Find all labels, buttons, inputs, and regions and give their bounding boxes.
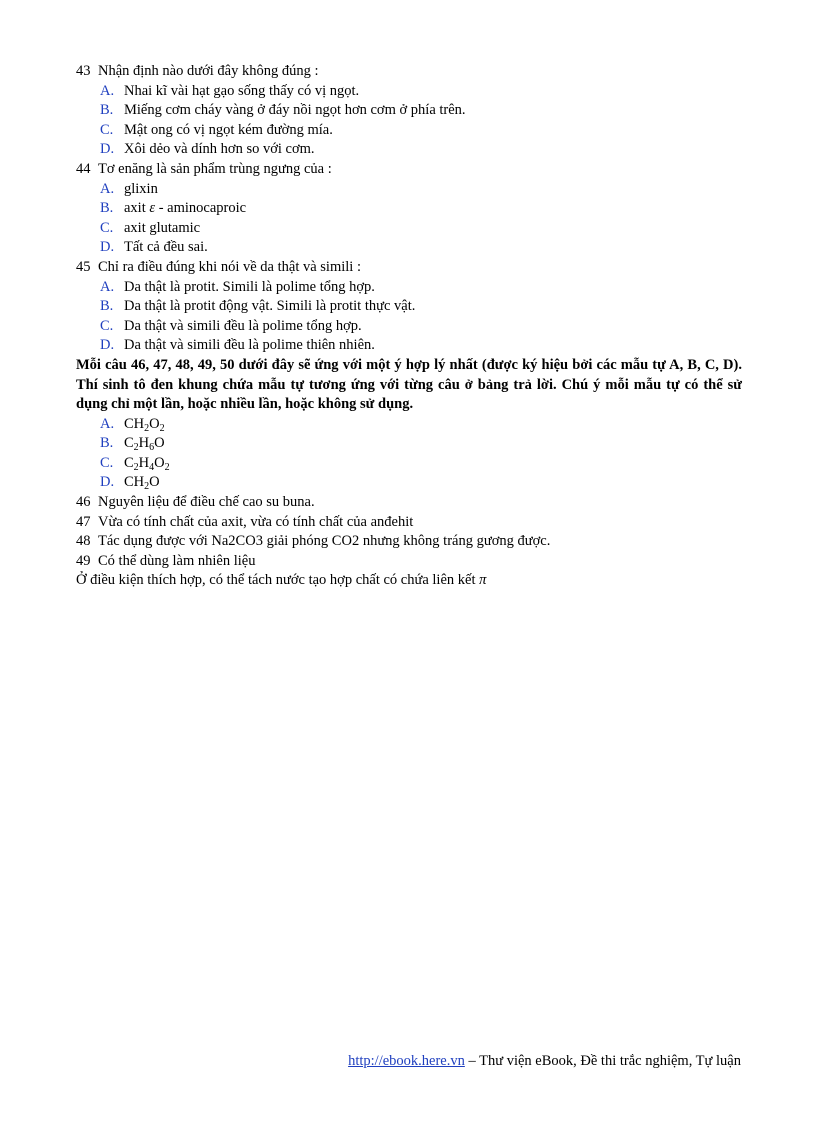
question-number: 44 xyxy=(76,160,91,177)
last-line-text: Ở điều kiện thích hợp, có thể tách nước tạo hợp chất có chứa liên kết xyxy=(76,572,480,589)
question-text: Nhận định nào dưới đây không đúng : xyxy=(98,63,319,79)
option-text: axit glutamic xyxy=(124,219,201,236)
document-body xyxy=(76,62,742,591)
footer-link[interactable]: http://ebook.here.vn xyxy=(348,1053,465,1069)
formula-subscript: 2 xyxy=(144,481,150,493)
option-letter: C. xyxy=(100,219,114,236)
matching-item-46 xyxy=(76,493,742,513)
option-text: Miếng cơm cháy vàng ở đáy nồi ngọt hơn cơm ở phía trên. xyxy=(124,102,466,119)
option-a xyxy=(76,180,742,200)
option-text: Xôi dẻo và dính hơn so với cơm. xyxy=(124,141,315,158)
option-c xyxy=(76,317,742,337)
option-text: Nhai kĩ vài hạt gạo sống thấy có vị ngọt. xyxy=(124,82,360,99)
option-text: Mật ong có vị ngọt kém đường mía. xyxy=(124,121,333,138)
formula-subscript: 2 xyxy=(133,442,139,454)
option-text: Da thật và simili đều là polime tổng hợp. xyxy=(124,317,362,334)
option-text: Tất cả đều sai. xyxy=(124,239,208,256)
question-number: 45 xyxy=(76,258,91,275)
option-letter: A. xyxy=(100,278,115,295)
option-text: Da thật là protit. Simili là polime tổng hợp. xyxy=(124,278,375,295)
epsilon-symbol: ε xyxy=(149,200,156,217)
formula-subscript: 6 xyxy=(149,442,155,454)
option-b xyxy=(76,101,742,121)
question-text: Có thể dùng làm nhiên liệu xyxy=(98,552,256,569)
formula-d xyxy=(76,473,742,493)
option-b xyxy=(76,297,742,317)
footer-text: – Thư viện eBook, Đề thi trắc nghiệm, Tự luận xyxy=(464,1053,741,1069)
formula-subscript: 4 xyxy=(149,461,155,473)
question-number: 49 xyxy=(76,552,91,569)
question-45 xyxy=(76,258,742,356)
option-letter: C. xyxy=(100,121,114,138)
question-number: 43 xyxy=(76,63,91,79)
option-letter: C. xyxy=(100,317,114,334)
option-c xyxy=(76,219,742,239)
question-number: 47 xyxy=(76,513,91,530)
matching-item-49 xyxy=(76,552,742,572)
question-text: Tơ enăng là sản phẩm trùng ngưng của : xyxy=(98,160,332,177)
chemical-formula: $C_2H_6O$ xyxy=(124,435,165,454)
option-a xyxy=(76,82,742,102)
instruction-paragraph: Mỗi câu 46, 47, 48, 49, 50 dưới đây sẽ ứng với một ý hợp lý nhất (được ký hiệu bởi các mẫu tự A, B, C, D). Thí sinh tô đen khung chứa mẫu tự tương ứng với từng câu ở bảng trả lời. Chú ý mỗi mẫu tự có thể sử dụng chỉ một lần, hoặc nhiều lần, hoặc không sử dụng. xyxy=(76,356,742,413)
option-letter: C. xyxy=(100,454,114,471)
question-text: Vừa có tính chất của axit, vừa có tính chất của anđehit xyxy=(98,513,414,530)
question-text: Chỉ ra điều đúng khi nói về da thật và simili : xyxy=(98,258,361,275)
chemical-formula: $CH_2O_2$ xyxy=(124,415,165,434)
formula-subscript: 2 xyxy=(144,422,150,434)
formula-subscript: 2 xyxy=(133,461,139,473)
option-d xyxy=(76,140,742,160)
formula-c xyxy=(76,454,742,474)
option-letter: D. xyxy=(100,239,115,256)
option-d xyxy=(76,336,742,356)
formula-subscript: 2 xyxy=(164,461,170,473)
question-text: Nguyên liệu để điều chế cao su buna. xyxy=(98,494,315,511)
option-c xyxy=(76,121,742,141)
option-letter: D. xyxy=(100,337,115,354)
option-b xyxy=(76,199,742,219)
chemical-formula: $C_2H_4O_2$ xyxy=(124,454,170,473)
option-letter: B. xyxy=(100,435,114,452)
matching-item-47 xyxy=(76,513,742,533)
question-44 xyxy=(76,160,742,258)
question-text: Tác dụng được với Na2CO3 giải phóng CO2 nhưng không tráng gương được. xyxy=(98,533,551,550)
chemical-formula: $CH_2O$ xyxy=(124,474,160,493)
formula-subscript: 2 xyxy=(159,422,165,434)
option-text: glixin xyxy=(124,180,158,197)
option-letter: D. xyxy=(100,474,115,491)
formula-b xyxy=(76,434,742,454)
option-text-pre: axit xyxy=(124,200,150,217)
option-letter: A. xyxy=(100,82,115,99)
question-number: 46 xyxy=(76,494,91,511)
last-line xyxy=(76,571,742,591)
option-a xyxy=(76,278,742,298)
option-letter: D. xyxy=(100,141,115,158)
formula-options xyxy=(76,415,742,493)
matching-item-48 xyxy=(76,532,742,552)
option-letter: A. xyxy=(100,180,115,197)
pi-symbol: π xyxy=(479,572,487,589)
formula-a xyxy=(76,415,742,435)
option-letter: B. xyxy=(100,200,114,217)
question-43 xyxy=(76,62,742,160)
option-letter: B. xyxy=(100,102,114,119)
option-text: Da thật là protit động vật. Simili là protit thực vật. xyxy=(124,298,416,315)
option-text: Da thật và simili đều là polime thiên nhiên. xyxy=(124,337,375,354)
question-number: 48 xyxy=(76,533,91,550)
option-d xyxy=(76,238,742,258)
page-footer xyxy=(348,1053,741,1070)
matching-items xyxy=(76,493,742,571)
option-letter: A. xyxy=(100,415,115,432)
option-text-post: - aminocaproic xyxy=(155,200,247,217)
option-letter: B. xyxy=(100,298,114,315)
